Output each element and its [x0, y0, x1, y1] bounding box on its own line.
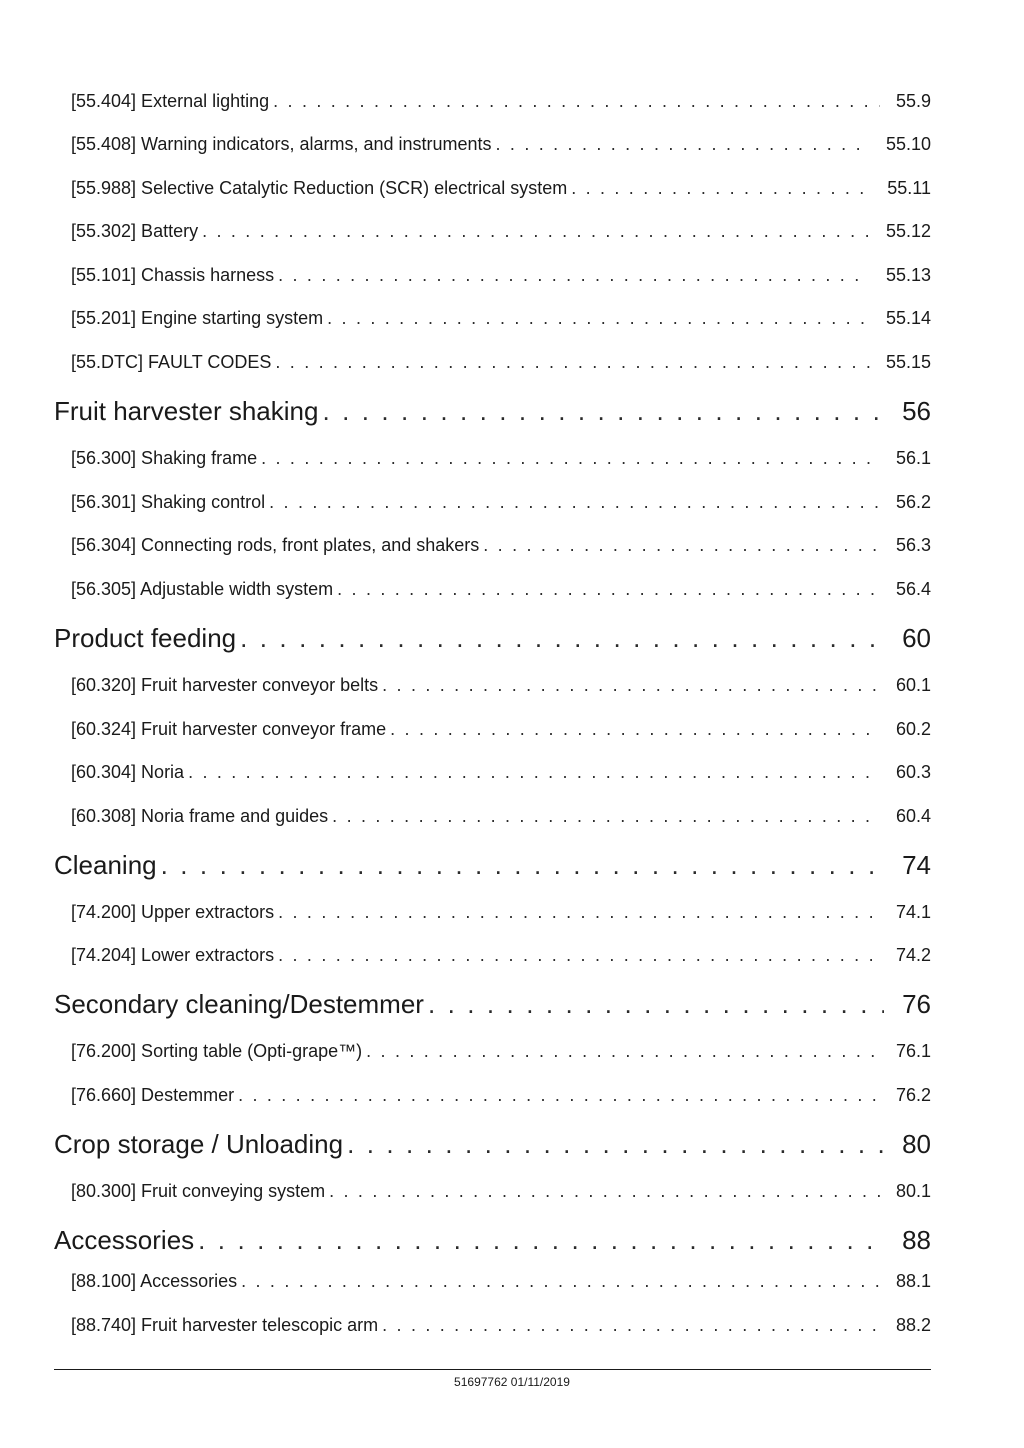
toc-entry-title: [60.308] Noria frame and guides [71, 806, 329, 826]
dot-leader [347, 1127, 884, 1161]
toc-entry-title: [80.300] Fruit conveying system [71, 1181, 326, 1201]
dot-leader [496, 132, 870, 156]
toc-entry[interactable] [71, 760, 931, 784]
toc-entry[interactable] [71, 490, 931, 514]
toc-entry-title: [60.304] Noria [71, 762, 185, 782]
toc-entry-page: 56.4 [895, 579, 931, 599]
toc-entry[interactable] [71, 673, 931, 697]
toc-entry-title: [56.301] Shaking control [71, 492, 266, 512]
toc-entry-page: 88.2 [895, 1315, 931, 1335]
dot-leader [238, 1083, 880, 1107]
dot-leader [240, 621, 884, 655]
toc-entry-page: 60.4 [895, 806, 931, 826]
toc-entry[interactable] [71, 1269, 931, 1293]
toc-entry-title: [55.404] External lighting [71, 91, 270, 111]
toc-entry[interactable] [71, 1083, 931, 1107]
toc-entry-title: [56.305] Adjustable width system [71, 579, 334, 599]
toc-entry-page: 60.3 [895, 762, 931, 782]
toc-entry-page: 76.2 [895, 1085, 931, 1105]
toc-entry-title: [56.300] Shaking frame [71, 448, 258, 468]
toc-entry-page: 88.1 [895, 1271, 931, 1291]
toc-entry[interactable] [71, 132, 931, 156]
toc-entry[interactable] [71, 89, 931, 113]
toc-entry-page: 56.1 [895, 448, 931, 468]
toc-entry[interactable] [71, 804, 931, 828]
toc-entry-page: 55.13 [885, 265, 931, 285]
dot-leader [366, 1039, 880, 1063]
dot-leader [275, 350, 870, 374]
toc-entry-page: 80.1 [895, 1181, 931, 1201]
toc-entry-page: 56.3 [895, 535, 931, 555]
toc-entry-page: 55.9 [895, 91, 931, 111]
toc-section-page: 76 [902, 989, 931, 1019]
dot-leader [261, 446, 880, 470]
toc-entry[interactable] [71, 1039, 931, 1063]
dot-leader [278, 900, 880, 924]
toc-entry-title: [74.200] Upper extractors [71, 902, 275, 922]
toc-section-page: 80 [902, 1129, 931, 1159]
dot-leader [332, 804, 880, 828]
toc-entry-page: 56.2 [895, 492, 931, 512]
toc-entry-title: [55.302] Battery [71, 221, 199, 241]
dot-leader [382, 673, 880, 697]
toc-entry[interactable] [71, 263, 931, 287]
toc-entry-page: 74.1 [895, 902, 931, 922]
toc-entry-title: [74.204] Lower extractors [71, 945, 275, 965]
toc-entry-page: 74.2 [895, 945, 931, 965]
toc-entry-title: [88.740] Fruit harvester telescopic arm [71, 1315, 379, 1335]
dot-leader [198, 1223, 884, 1257]
dot-leader [241, 1269, 880, 1293]
toc-entry-title: [55.408] Warning indicators, alarms, and instruments [71, 134, 492, 154]
toc-section-title: Fruit harvester shaking [54, 396, 319, 426]
toc-entry[interactable] [71, 1179, 931, 1203]
toc-section-title: Secondary cleaning/Destemmer [54, 989, 424, 1019]
toc-section[interactable] [54, 1127, 931, 1161]
toc-section-page: 88 [902, 1225, 931, 1255]
dot-leader [202, 219, 870, 243]
toc-entry[interactable] [71, 1313, 931, 1337]
toc-entry[interactable] [71, 306, 931, 330]
toc-entry-page: 60.1 [895, 675, 931, 695]
toc-entry-title: [55.DTC] FAULT CODES [71, 352, 272, 372]
toc-entry[interactable] [71, 219, 931, 243]
toc-entry-title: [55.201] Engine starting system [71, 308, 324, 328]
dot-leader [322, 394, 884, 428]
dot-leader [483, 533, 880, 557]
toc-section[interactable] [54, 1223, 931, 1257]
toc-entry-page: 55.11 [887, 178, 931, 198]
footer-document-id: 51697762 01/11/2019 [454, 1375, 570, 1389]
dot-leader [382, 1313, 880, 1337]
toc-section-page: 74 [902, 850, 931, 880]
toc-entry-title: [56.304] Connecting rods, front plates, and shakers [71, 535, 480, 555]
toc-entry[interactable] [71, 577, 931, 601]
toc-section-title: Crop storage / Unloading [54, 1129, 344, 1159]
toc-section-title: Product feeding [54, 623, 237, 653]
dot-leader [337, 577, 880, 601]
toc-section-title: Accessories [54, 1225, 195, 1255]
toc-entry-title: [76.200] Sorting table (Opti-grape™) [71, 1041, 363, 1061]
dot-leader [269, 490, 880, 514]
toc-entry[interactable] [71, 533, 931, 557]
toc-entry[interactable] [71, 176, 931, 200]
toc-section-page: 60 [902, 623, 931, 653]
dot-leader [188, 760, 880, 784]
toc-entry[interactable] [71, 350, 931, 374]
toc-entry[interactable] [71, 943, 931, 967]
toc-section-title: Cleaning [54, 850, 157, 880]
toc-section[interactable] [54, 848, 931, 882]
toc-entry-page: 76.1 [895, 1041, 931, 1061]
footer-divider [54, 1369, 931, 1370]
dot-leader [327, 306, 870, 330]
dot-leader [428, 987, 884, 1021]
toc-entry-page: 55.14 [885, 308, 931, 328]
toc-section[interactable] [54, 987, 931, 1021]
toc-entry-title: [88.100] Accessories [71, 1271, 238, 1291]
dot-leader [571, 176, 871, 200]
toc-entry-title: [76.660] Destemmer [71, 1085, 235, 1105]
dot-leader [329, 1179, 880, 1203]
dot-leader [278, 943, 880, 967]
dot-leader [390, 717, 880, 741]
toc-entry[interactable] [71, 900, 931, 924]
toc-section[interactable] [54, 394, 931, 428]
toc-entry[interactable] [71, 446, 931, 470]
toc-entry-page: 55.10 [885, 134, 931, 154]
toc-entry-title: [55.101] Chassis harness [71, 265, 275, 285]
toc-entry-title: [60.320] Fruit harvester conveyor belts [71, 675, 379, 695]
toc-section[interactable] [54, 621, 931, 655]
dot-leader [278, 263, 870, 287]
toc-entry[interactable] [71, 717, 931, 741]
toc-entry-title: [55.988] Selective Catalytic Reduction (SCR) electrical system [71, 178, 568, 198]
dot-leader [161, 848, 884, 882]
toc-section-page: 56 [902, 396, 931, 426]
dot-leader [273, 89, 880, 113]
toc-entry-title: [60.324] Fruit harvester conveyor frame [71, 719, 387, 739]
toc-entry-page: 55.12 [885, 221, 931, 241]
toc-entry-page: 60.2 [895, 719, 931, 739]
toc-entry-page: 55.15 [885, 352, 931, 372]
